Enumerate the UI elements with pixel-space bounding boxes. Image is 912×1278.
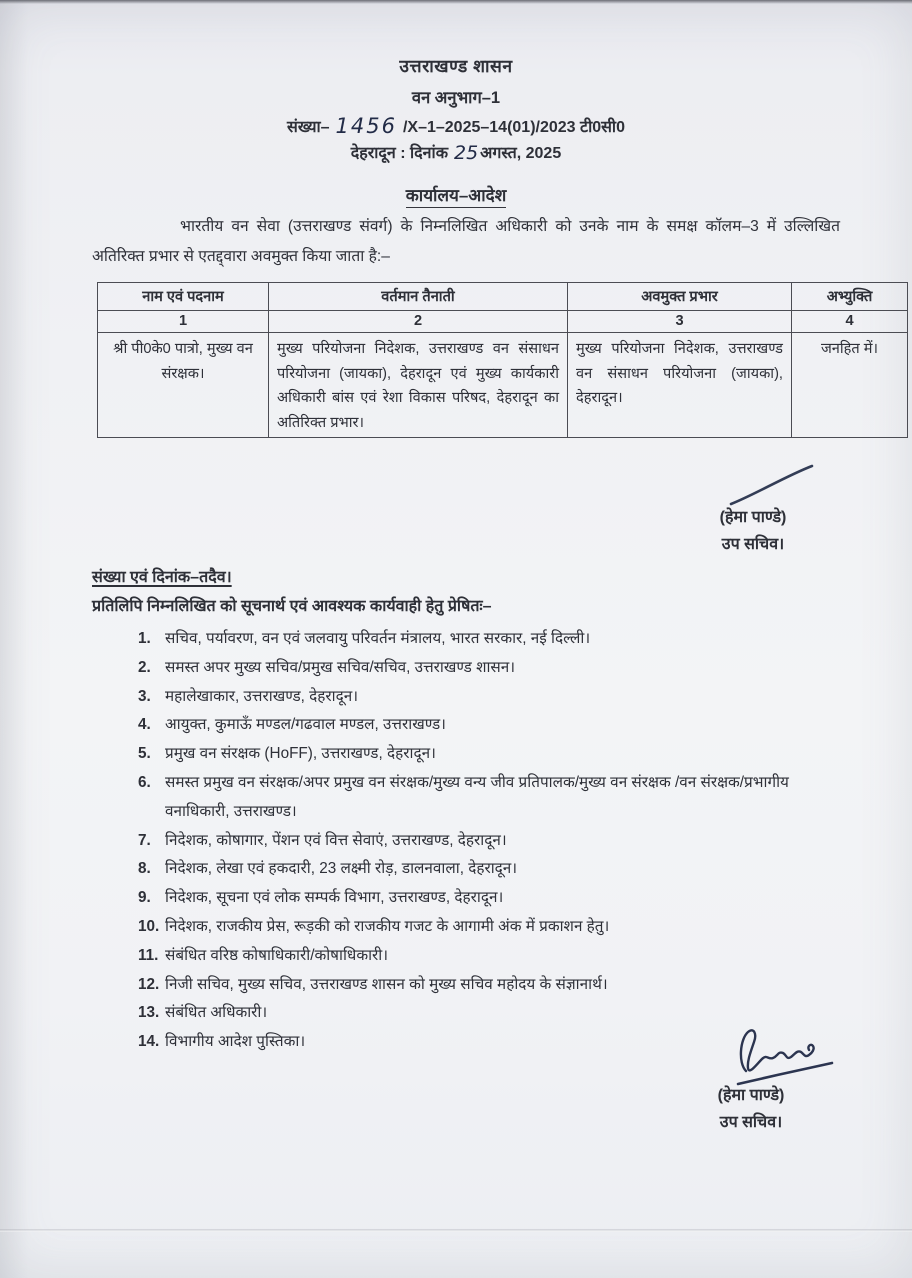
list-item bbox=[138, 625, 862, 654]
signatory-designation: उप सचिव। bbox=[721, 536, 785, 553]
list-item-text: निदेशक, राजकीय प्रेस, रूड़की को राजकीय गजट के आगामी अंक में प्रकाशन हेतु। bbox=[165, 917, 610, 935]
table-header-row bbox=[98, 283, 908, 311]
list-item-number: 2. bbox=[138, 658, 151, 676]
list-item-number: 1. bbox=[138, 630, 151, 647]
section-name: वन अनुभाग–1 bbox=[411, 89, 501, 107]
order-heading-text: कार्यालय–आदेश bbox=[406, 186, 507, 208]
list-item bbox=[138, 999, 862, 1028]
signatory-designation: उप सचिव। bbox=[719, 1114, 783, 1131]
released-charge-cell: मुख्य परियोजना निदेशक, उत्तराखण्ड वन संसाधन परियोजना (जायका), देहरादून। bbox=[568, 333, 792, 438]
order-table-container bbox=[97, 282, 908, 438]
place-date-prefix: देहरादून : दिनांक bbox=[350, 145, 448, 162]
reference-number-rest: /X–1–2025–14(01)/2023 टी0सी0 bbox=[402, 119, 625, 136]
place-date-line bbox=[0, 141, 912, 163]
list-item bbox=[138, 769, 862, 827]
column-header-remarks: अभ्युक्ति bbox=[792, 283, 908, 311]
list-item bbox=[138, 971, 862, 1000]
column-number-4: 4 bbox=[792, 311, 908, 333]
list-item bbox=[138, 884, 862, 913]
list-item-text: आयुक्त, कुमाऊँ मण्डल/गढवाल मण्डल, उत्तराखण्ड। bbox=[165, 716, 446, 734]
date-rest: अगस्त, 2025 bbox=[480, 145, 562, 162]
list-item-number: 11. bbox=[138, 946, 159, 964]
list-item bbox=[138, 654, 862, 683]
column-number-1: 1 bbox=[98, 311, 269, 333]
list-item-text: निजी सचिव, मुख्य सचिव, उत्तराखण्ड शासन को मुख्य सचिव महोदय के संज्ञानार्थ। bbox=[165, 975, 608, 993]
list-item-number: 8. bbox=[138, 860, 151, 878]
list-item-text: सचिव, पर्यावरण, वन एवं जलवायु परिवर्तन मंत्रालय, भारत सरकार, नई दिल्ली। bbox=[165, 630, 591, 647]
handwritten-date-day: 25 bbox=[453, 142, 479, 164]
column-header-released-charge: अवमुक्त प्रभार bbox=[568, 283, 792, 311]
signature-block-bottom bbox=[686, 1083, 816, 1132]
list-item-number: 5. bbox=[138, 745, 151, 763]
handwritten-signature-icon bbox=[728, 1027, 846, 1087]
signatory-name: (हेमा पाण्डे) bbox=[719, 509, 787, 526]
list-item-text: समस्त अपर मुख्य सचिव/प्रमुख सचिव/सचिव, उत्तराखण्ड शासन। bbox=[165, 658, 516, 676]
officer-name-cell: श्री पी0के0 पात्रो, मुख्य वन संरक्षक। bbox=[98, 333, 269, 438]
list-item-text: महालेखाकार, उत्तराखण्ड, देहरादून। bbox=[165, 687, 359, 705]
list-item-text: निदेशक, कोषागार, पेंशन एवं वित्त सेवाएं, उत्तराखण्ड, देहरादून। bbox=[165, 831, 507, 849]
column-header-name: नाम एवं पदनाम bbox=[98, 283, 269, 311]
list-item-number: 6. bbox=[138, 773, 151, 791]
list-item-number: 9. bbox=[138, 889, 151, 907]
list-item-text: विभागीय आदेश पुस्तिका। bbox=[165, 1033, 306, 1051]
table-column-number-row bbox=[98, 311, 908, 333]
list-item-text: संबंधित वरिष्ठ कोषाधिकारी/कोषाधिकारी। bbox=[165, 946, 389, 964]
list-item-text: समस्त प्रमुख वन संरक्षक/अपर प्रमुख वन संरक्षक/मुख्य वन्य जीव प्रतिपालक/मुख्य वन संरक्षक /वन संरक्षक/प्रभागीय वनाधिकारी, उत्तराखण्ड। bbox=[165, 773, 789, 820]
paper-fold-line bbox=[0, 1229, 912, 1232]
table-row bbox=[98, 333, 908, 438]
list-item bbox=[138, 683, 862, 712]
list-item-number: 3. bbox=[138, 687, 151, 705]
list-item-number: 13. bbox=[138, 1004, 160, 1022]
list-item-text: निदेशक, सूचना एवं लोक सम्पर्क विभाग, उत्तराखण्ड, देहरादून। bbox=[165, 889, 504, 907]
signature-block-top bbox=[688, 505, 818, 554]
handwritten-reference-number: 1456 bbox=[335, 114, 397, 138]
signature-stroke-icon bbox=[726, 463, 818, 507]
remarks-cell: जनहित में। bbox=[792, 333, 908, 438]
list-item-text: निदेशक, लेखा एवं हकदारी, 23 लक्ष्मी रोड़, डालनवाला, देहरादून। bbox=[165, 860, 518, 878]
government-name: उत्तराखण्ड शासन bbox=[399, 56, 513, 76]
list-item bbox=[138, 740, 862, 769]
order-body-paragraph: भारतीय वन सेवा (उत्तराखण्ड संवर्ग) के निम्नलिखित अधिकारी को उनके नाम के समक्ष कॉलम–3 में उल्लिखित अतिरिक्त प्रभार से एतद्द्वारा अवमुक्त किया जाता है:– bbox=[92, 218, 840, 265]
list-item bbox=[138, 942, 862, 971]
list-item bbox=[138, 855, 862, 884]
reference-number-line bbox=[0, 113, 912, 137]
letterhead bbox=[0, 54, 912, 163]
list-item-number: 10. bbox=[138, 917, 160, 935]
distribution-list bbox=[92, 625, 862, 1057]
list-item bbox=[138, 827, 862, 856]
endorsement-section bbox=[92, 565, 862, 1057]
endorsement-copy-line: प्रतिलिपि निम्नलिखित को सूचनार्थ एवं आवश्यक कार्यवाही हेतु प्रेषितः– bbox=[92, 598, 492, 615]
reference-label: संख्या– bbox=[287, 119, 330, 136]
order-table bbox=[97, 282, 908, 438]
column-number-2: 2 bbox=[269, 311, 568, 333]
endorsement-number-date-line: संख्या एवं दिनांक–तदैव। bbox=[92, 569, 232, 586]
order-heading bbox=[0, 183, 912, 206]
list-item-text: संबंधित अधिकारी। bbox=[165, 1004, 268, 1022]
list-item bbox=[138, 711, 862, 740]
scan-edge-shadow bbox=[0, 0, 912, 4]
current-posting-cell: मुख्य परियोजना निदेशक, उत्तराखण्ड वन संसाधन परियोजना (जायका), देहरादून एवं मुख्य कार्यकारी अधिकारी बांस एवं रेशा विकास परिषद, देहरादून का अतिरिक्त प्रभार। bbox=[269, 333, 568, 438]
list-item-number: 7. bbox=[138, 831, 151, 849]
list-item-number: 4. bbox=[138, 716, 151, 734]
signatory-name: (हेमा पाण्डे) bbox=[717, 1087, 785, 1104]
column-header-current-posting: वर्तमान तैनाती bbox=[269, 283, 568, 311]
list-item-number: 12. bbox=[138, 975, 160, 993]
list-item-number: 14. bbox=[138, 1033, 160, 1051]
list-item-text: प्रमुख वन संरक्षक (HoFF), उत्तराखण्ड, देहरादून। bbox=[165, 745, 436, 763]
list-item bbox=[138, 913, 862, 942]
column-number-3: 3 bbox=[568, 311, 792, 333]
